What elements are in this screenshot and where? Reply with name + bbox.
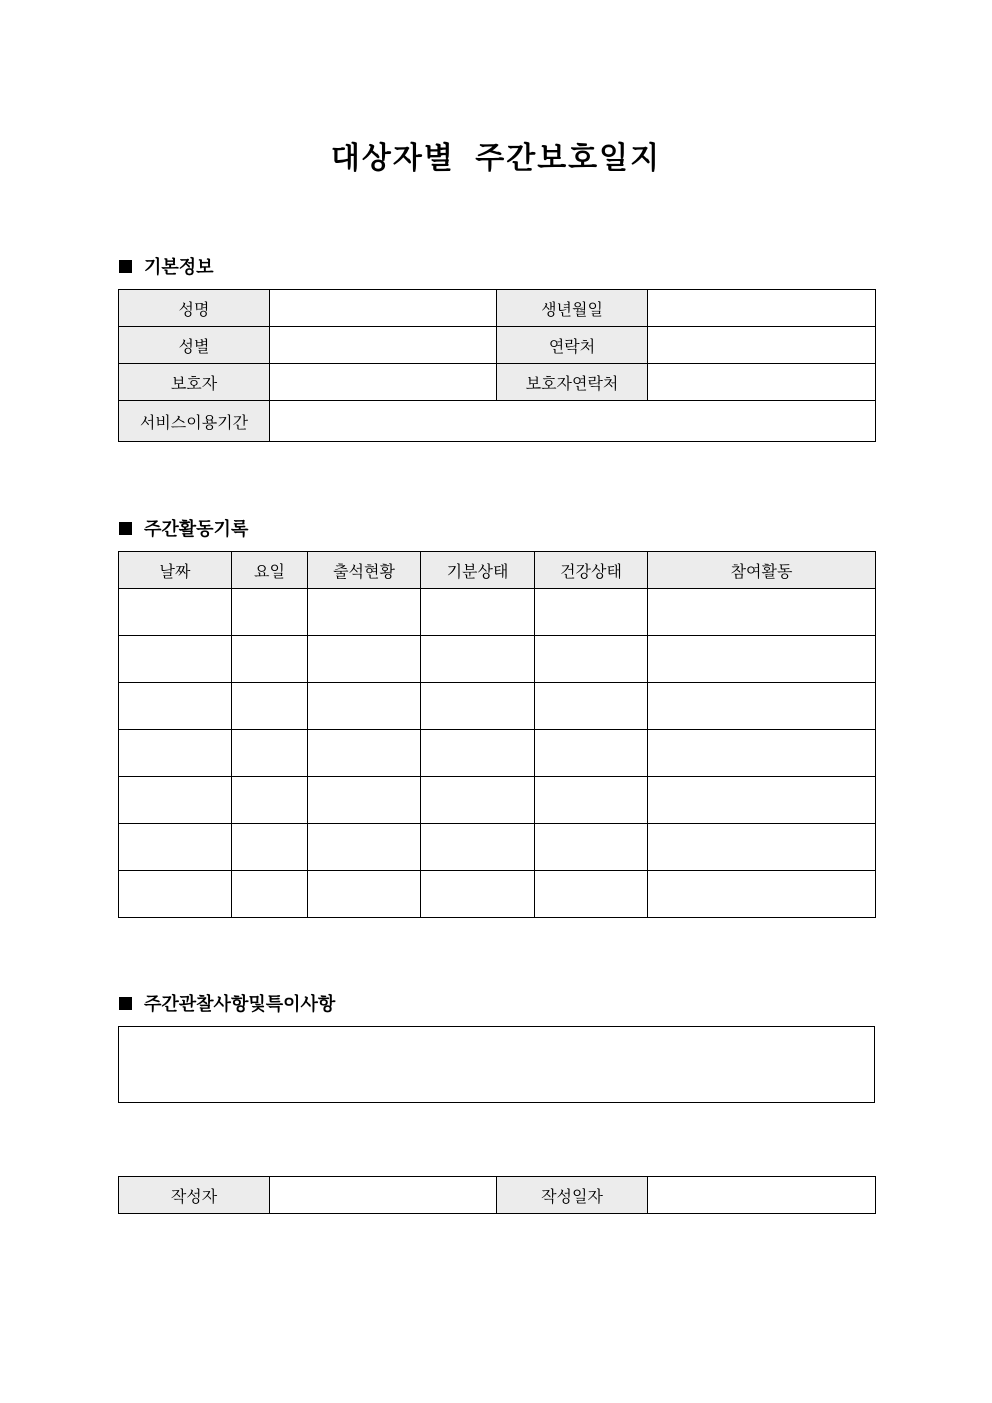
mood-cell[interactable] [421,777,535,824]
square-bullet-icon [119,997,132,1010]
square-bullet-icon [119,522,132,535]
attendance-cell[interactable] [308,824,421,871]
weekday-cell[interactable] [232,589,308,636]
weekday-cell[interactable] [232,730,308,777]
guardian-contact-label: 보호자연락처 [497,364,648,401]
mood-cell[interactable] [421,824,535,871]
weekday-cell[interactable] [232,824,308,871]
column-header-mood: 기분상태 [421,552,535,589]
date-cell[interactable] [119,683,232,730]
date-cell[interactable] [119,824,232,871]
table-row [119,636,876,683]
table-row [119,683,876,730]
table-header-row [119,552,876,589]
attendance-cell[interactable] [308,730,421,777]
health-cell[interactable] [535,824,648,871]
table-row [119,824,876,871]
activities-cell[interactable] [648,589,876,636]
health-cell[interactable] [535,871,648,918]
service-period-field[interactable] [270,401,876,442]
mood-cell[interactable] [421,589,535,636]
weekday-cell[interactable] [232,636,308,683]
activities-cell[interactable] [648,636,876,683]
weekday-cell[interactable] [232,683,308,730]
table-row [119,871,876,918]
guardian-contact-field[interactable] [648,364,876,401]
observations-heading [119,990,335,1016]
author-label: 작성자 [119,1177,270,1214]
basic-info-heading [119,253,214,279]
table-row [119,364,876,401]
attendance-cell[interactable] [308,777,421,824]
table-row [119,777,876,824]
activities-cell[interactable] [648,824,876,871]
activities-cell[interactable] [648,777,876,824]
table-row [119,730,876,777]
signature-table [118,1176,876,1214]
mood-cell[interactable] [421,683,535,730]
mood-cell[interactable] [421,730,535,777]
guardian-field[interactable] [270,364,497,401]
birth-date-field[interactable] [648,290,876,327]
activities-cell[interactable] [648,683,876,730]
column-header-weekday: 요일 [232,552,308,589]
date-cell[interactable] [119,730,232,777]
mood-cell[interactable] [421,636,535,683]
activities-cell[interactable] [648,871,876,918]
health-cell[interactable] [535,777,648,824]
basic-info-table [118,289,876,442]
date-cell[interactable] [119,636,232,683]
date-cell[interactable] [119,589,232,636]
attendance-cell[interactable] [308,871,421,918]
attendance-cell[interactable] [308,589,421,636]
date-cell[interactable] [119,777,232,824]
guardian-label: 보호자 [119,364,270,401]
weekly-record-heading [119,515,248,541]
written-date-label: 작성일자 [497,1177,648,1214]
column-header-attendance: 출석현황 [308,552,421,589]
date-cell[interactable] [119,871,232,918]
table-row [119,327,876,364]
gender-field[interactable] [270,327,497,364]
author-field[interactable] [270,1177,497,1214]
table-row [119,290,876,327]
square-bullet-icon [119,260,132,273]
table-row [119,589,876,636]
table-row [119,401,876,442]
health-cell[interactable] [535,636,648,683]
weekly-record-table [118,551,876,918]
birth-date-label: 생년월일 [497,290,648,327]
mood-cell[interactable] [421,871,535,918]
observations-heading-text: 주간관찰사항및특이사항 [144,994,336,1015]
gender-label: 성별 [119,327,270,364]
service-period-label: 서비스이용기간 [119,401,270,442]
attendance-cell[interactable] [308,683,421,730]
name-field[interactable] [270,290,497,327]
contact-label: 연락처 [497,327,648,364]
weekly-record-heading-text: 주간활동기록 [144,519,249,540]
health-cell[interactable] [535,683,648,730]
name-label: 성명 [119,290,270,327]
health-cell[interactable] [535,730,648,777]
attendance-cell[interactable] [308,636,421,683]
written-date-field[interactable] [648,1177,876,1214]
weekday-cell[interactable] [232,777,308,824]
document-title: 대상자별 주간보호일지 [330,141,662,176]
contact-field[interactable] [648,327,876,364]
table-row [119,1177,876,1214]
column-header-activities: 참여활동 [648,552,876,589]
health-cell[interactable] [535,589,648,636]
column-header-health: 건강상태 [535,552,648,589]
weekday-cell[interactable] [232,871,308,918]
column-header-date: 날짜 [119,552,232,589]
activities-cell[interactable] [648,730,876,777]
observations-field[interactable] [118,1026,875,1103]
basic-info-heading-text: 기본정보 [144,257,214,278]
